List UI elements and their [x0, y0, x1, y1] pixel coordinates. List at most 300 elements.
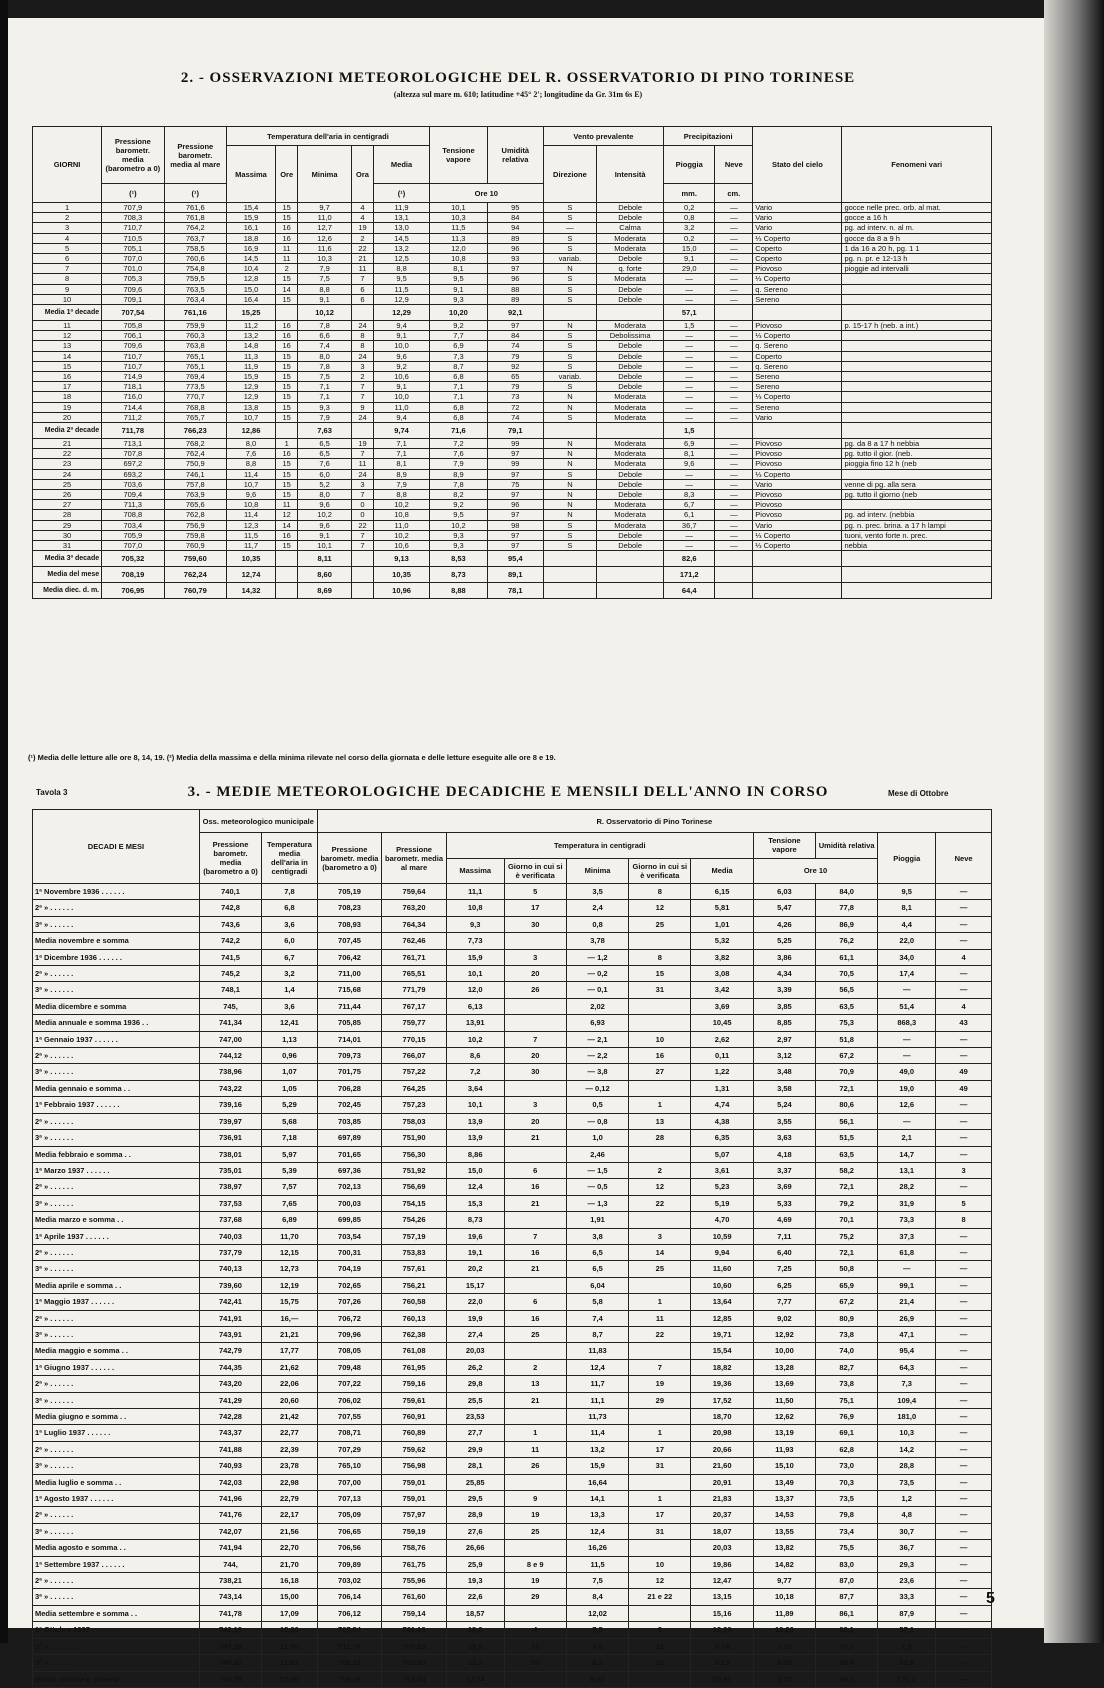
section2-footnote: (¹) Media delle letture alle ore 8, 14, 19. (²) Media della massima e della minima rilevate nel corso della giornata e delle letture eseguite alle ore 8 e 19. — [28, 753, 556, 762]
table-cell — [715, 551, 753, 567]
table-cell: N — [543, 402, 597, 412]
table-cell: 12,3 — [446, 1655, 504, 1671]
table-cell: 70,9 — [816, 1064, 878, 1080]
table-cell: 51,8 — [816, 1031, 878, 1047]
table-cell: 7,73 — [446, 933, 504, 949]
table-cell: — — [664, 530, 715, 540]
table-cell: 11,50 — [753, 1392, 815, 1408]
table-cell: 697,36 — [317, 1162, 382, 1178]
table-cell — [504, 1605, 566, 1621]
table-cell: 0,8 — [664, 213, 715, 223]
table-cell: 16 — [33, 372, 102, 382]
table-cell: 709,4 — [102, 490, 164, 500]
table-cell: 6,15 — [691, 884, 753, 900]
table-row — [33, 1392, 992, 1408]
table-row — [33, 1376, 992, 1392]
table-cell: 92,1 — [487, 305, 543, 321]
table-cell: 78,1 — [487, 583, 543, 599]
table-cell: 741,91 — [199, 1310, 261, 1326]
table-cell: — — [715, 223, 753, 233]
table-cell: — — [664, 382, 715, 392]
table-cell: 14,32 — [227, 583, 276, 599]
table-cell: 12,6 — [298, 233, 352, 243]
table-cell: — — [936, 1130, 992, 1146]
table-cell: 745, — [199, 998, 261, 1014]
table-cell: 6,6 — [298, 331, 352, 341]
table-cell: 3ª » . . . . . . — [33, 1261, 200, 1277]
table-cell: 72 — [487, 402, 543, 412]
table-cell: 9,3 — [446, 916, 504, 932]
table-cell: 10,2 — [374, 530, 430, 540]
table-cell: — — [715, 520, 753, 530]
table-cell: 13 — [629, 1113, 691, 1129]
table-cell: 756,30 — [382, 1146, 447, 1162]
table-cell: 706,95 — [102, 583, 164, 599]
table-cell — [504, 933, 566, 949]
table-cell: 3,86 — [753, 949, 815, 965]
table-cell: — — [936, 1097, 992, 1113]
table-cell: 9,13 — [374, 551, 430, 567]
table-cell: — 1,5 — [566, 1162, 628, 1178]
table-cell: — — [936, 1425, 992, 1441]
table-cell: — — [936, 1228, 992, 1244]
table-cell: 708,93 — [317, 916, 382, 932]
table-cell: 760,13 — [382, 1310, 447, 1326]
table-cell: 12 — [629, 900, 691, 916]
table-cell: 16,— — [262, 1310, 318, 1326]
table-row — [33, 223, 992, 233]
table-cell: 21 — [33, 439, 102, 449]
table-cell: 3,2 — [664, 223, 715, 233]
table-cell: 15,9 — [227, 213, 276, 223]
table-cell: 6,5 — [298, 449, 352, 459]
table-cell — [629, 1671, 691, 1687]
table-cell: 22,17 — [262, 1507, 318, 1523]
table-cell: 19,71 — [691, 1326, 753, 1342]
table-cell — [504, 1671, 566, 1687]
table-cell: Debole — [597, 530, 664, 540]
table-cell: 22 — [629, 1195, 691, 1211]
table-cell: — — [664, 294, 715, 304]
table-row — [33, 254, 992, 264]
table-cell: 3ª » . . . . . . — [33, 1130, 200, 1146]
table-row — [33, 469, 992, 479]
table-cell: 711,78 — [317, 1638, 382, 1654]
table-row — [33, 966, 992, 982]
table-cell: 8 — [351, 331, 373, 341]
col-umidita: Umidità relativa — [487, 127, 543, 184]
table-cell: 761,95 — [382, 1359, 447, 1375]
table-cell: 10,1 — [429, 203, 487, 213]
table-cell: Piovoso — [753, 510, 842, 520]
table-row — [33, 351, 992, 361]
table-cell: 6 — [351, 294, 373, 304]
table-cell: 12,92 — [753, 1326, 815, 1342]
note-3: (¹) — [374, 184, 430, 203]
table-cell: 15 — [629, 966, 691, 982]
table-cell: 5,68 — [262, 1113, 318, 1129]
table-cell: 759,16 — [382, 1376, 447, 1392]
table-cell: — — [715, 321, 753, 331]
table-cell: 10,12 — [298, 305, 352, 321]
table-cell: 15,54 — [691, 1343, 753, 1359]
table-cell: 760,89 — [382, 1425, 447, 1441]
table-cell: 22 — [33, 449, 102, 459]
table-cell: 11,2 — [227, 321, 276, 331]
table-cell: 15,4 — [227, 203, 276, 213]
table-cell: 9,4 — [374, 321, 430, 331]
col-neve: Neve — [715, 146, 753, 184]
table-cell: S — [543, 382, 597, 392]
table-row — [33, 479, 992, 489]
table-row — [33, 331, 992, 341]
table-cell: 1 — [276, 439, 298, 449]
table-cell: 11,90 — [262, 1638, 318, 1654]
table-cell: 19,3 — [446, 1573, 504, 1589]
table-row — [33, 982, 992, 998]
table-cell: 15,0 — [664, 243, 715, 253]
table-cell: Sereno — [753, 402, 842, 412]
table-cell: 171,2 — [664, 567, 715, 583]
table-cell: 744,35 — [199, 1359, 261, 1375]
table-row — [33, 916, 992, 932]
table-cell: 757,19 — [382, 1228, 447, 1244]
table-cell: 8,73 — [446, 1212, 504, 1228]
table-cell: 93 — [487, 254, 543, 264]
table-cell: 8,4 — [566, 1589, 628, 1605]
table-cell — [543, 305, 597, 321]
table-row — [33, 1195, 992, 1211]
table-cell: 16,64 — [566, 1474, 628, 1490]
table-cell: — — [715, 243, 753, 253]
table-cell: 11,93 — [753, 1441, 815, 1457]
table-cell: 5,2 — [566, 1655, 628, 1671]
table-cell: 3,2 — [262, 966, 318, 982]
table-cell: — — [936, 1523, 992, 1539]
summary-row — [33, 567, 992, 583]
table-cell: 763,20 — [382, 900, 447, 916]
table-cell: 762,24 — [164, 567, 226, 583]
table-cell: 36,7 — [878, 1540, 936, 1556]
table-cell: 739,97 — [199, 1113, 261, 1129]
table-cell: 14 — [276, 284, 298, 294]
table-cell: 1,91 — [566, 1212, 628, 1228]
table-cell: 12,41 — [262, 1015, 318, 1031]
table-cell: 7,6 — [298, 459, 352, 469]
table-cell: 1,22 — [691, 1064, 753, 1080]
table-cell: q. forte — [597, 264, 664, 274]
table-cell: 69,1 — [816, 1425, 878, 1441]
table-cell: 0,2 — [664, 203, 715, 213]
table-cell: 3,37 — [753, 1162, 815, 1178]
table-cell: 8,3 — [664, 490, 715, 500]
table-cell: 11,60 — [691, 1261, 753, 1277]
table-cell: 28,8 — [878, 1458, 936, 1474]
table-cell: 3,63 — [753, 1130, 815, 1146]
table-cell: 713,1 — [102, 439, 164, 449]
table-cell: — — [715, 351, 753, 361]
table-cell: 16 — [276, 233, 298, 243]
table-cell — [842, 392, 992, 402]
table-cell: 7,65 — [262, 1195, 318, 1211]
table-cell: 759,60 — [382, 1655, 447, 1671]
table-cell: 10,1 — [298, 541, 352, 551]
table-row — [33, 449, 992, 459]
table-cell: Media gennaio e somma . . — [33, 1080, 200, 1096]
table-cell: — — [936, 1146, 992, 1162]
table-cell: 58,2 — [816, 1162, 878, 1178]
table-cell: 700,03 — [317, 1195, 382, 1211]
table-cell: 16,4 — [227, 294, 276, 304]
table-cell: N — [543, 500, 597, 510]
table-row — [33, 1294, 992, 1310]
table-cell: 10,35 — [227, 551, 276, 567]
table-cell: 0 — [351, 500, 373, 510]
table-cell: 72,1 — [816, 1080, 878, 1096]
table-row — [33, 361, 992, 371]
table-cell: 21,62 — [262, 1359, 318, 1375]
table-cell: 14,5 — [374, 233, 430, 243]
table-cell: 21,83 — [691, 1491, 753, 1507]
table-cell: 7,63 — [298, 423, 352, 439]
table-cell: 30 — [33, 530, 102, 540]
table-cell: 8,0 — [298, 351, 352, 361]
table-cell: 709,1 — [102, 294, 164, 304]
table-cell: — — [715, 530, 753, 540]
table-cell: 742,07 — [199, 1523, 261, 1539]
table-cell: 29,5 — [446, 1491, 504, 1507]
table-cell: — — [878, 1048, 936, 1064]
table-cell: 8,9 — [429, 469, 487, 479]
table-cell: 50,8 — [816, 1261, 878, 1277]
table-cell: — — [936, 1556, 992, 1572]
table-cell: 6 — [33, 254, 102, 264]
table-cell: 21,42 — [262, 1409, 318, 1425]
table-cell: 10,2 — [298, 510, 352, 520]
table-cell: 12,9 — [227, 392, 276, 402]
table-cell — [597, 305, 664, 321]
table-cell: — — [715, 469, 753, 479]
table-cell: 5,23 — [691, 1179, 753, 1195]
table-cell: 19 — [33, 402, 102, 412]
table-cell: 711,44 — [317, 998, 382, 1014]
table-row — [33, 1458, 992, 1474]
table-cell: 25 — [504, 1326, 566, 1342]
table-cell: 716,0 — [102, 392, 164, 402]
table-cell: variab. — [543, 372, 597, 382]
table-cell: 755,96 — [382, 1573, 447, 1589]
table-cell: — — [715, 402, 753, 412]
table-cell: 97 — [487, 510, 543, 520]
table-cell: 17 — [33, 382, 102, 392]
table-cell: 11,1 — [566, 1392, 628, 1408]
table-cell: 19 — [351, 223, 373, 233]
table-cell: 6,9 — [429, 341, 487, 351]
table-cell: 97 — [487, 449, 543, 459]
table-cell: 868,3 — [878, 1015, 936, 1031]
table-cell: 761,60 — [382, 1589, 447, 1605]
table-cell: 8 — [33, 274, 102, 284]
col-giorni: GIORNI — [33, 127, 102, 203]
table-cell: 19 — [504, 1507, 566, 1523]
col-press-media: Pressione barometr. media (barometro a 0) — [102, 127, 164, 184]
table-cell: Media 2ª decade — [33, 423, 102, 439]
table-cell: 13,2 — [374, 243, 430, 253]
table-cell: 79 — [487, 351, 543, 361]
ore10-label: Ore 10 — [429, 184, 543, 203]
table-cell: 756,98 — [382, 1458, 447, 1474]
table-cell: pg. ad interv. n. al m. — [842, 223, 992, 233]
table-cell: 12,8 — [227, 274, 276, 284]
table-cell: 3,69 — [691, 998, 753, 1014]
table-cell: 9,02 — [753, 1310, 815, 1326]
table-cell — [629, 1474, 691, 1490]
table-cell: 1 — [504, 1425, 566, 1441]
table-cell: 4,18 — [753, 1146, 815, 1162]
table-cell: 764,25 — [382, 1080, 447, 1096]
table-cell: 6,8 — [429, 372, 487, 382]
table-cell: 89 — [487, 294, 543, 304]
table-cell: 5 — [33, 243, 102, 253]
table-cell: 21,60 — [691, 1458, 753, 1474]
table-cell: 3ª » . . . . . . — [33, 982, 200, 998]
table-cell: 706,42 — [317, 949, 382, 965]
table-cell: — — [715, 331, 753, 341]
table-cell: 21 — [504, 1195, 566, 1211]
table-cell: 708,05 — [317, 1343, 382, 1359]
table-cell: q. Sereno — [753, 284, 842, 294]
table-cell: — — [936, 1244, 992, 1260]
table-cell: 10,2 — [446, 1031, 504, 1047]
table-cell: N — [543, 449, 597, 459]
table-cell — [597, 551, 664, 567]
table-cell: 0,5 — [566, 1097, 628, 1113]
table-row — [33, 233, 992, 243]
table-cell: 705,09 — [317, 1507, 382, 1523]
table-cell: Piovoso — [753, 439, 842, 449]
table-row — [33, 1425, 992, 1441]
table-cell: 707,0 — [102, 254, 164, 264]
table-cell: 14 — [629, 1244, 691, 1260]
table-cell: 11,0 — [374, 402, 430, 412]
table-cell: 13,28 — [753, 1359, 815, 1375]
table-cell: 95 — [487, 203, 543, 213]
table-cell: 14,1 — [566, 1491, 628, 1507]
table-cell: 1ª Giugno 1937 . . . . . . — [33, 1359, 200, 1375]
table-cell: 9,94 — [691, 1244, 753, 1260]
table-cell: 15,0 — [446, 1162, 504, 1178]
table-cell: 761,16 — [164, 305, 226, 321]
table-cell: 22,77 — [262, 1425, 318, 1441]
table-cell: 2ª » . . . . . . — [33, 1638, 200, 1654]
table-cell: 705,1 — [102, 243, 164, 253]
table-cell: 742,2 — [199, 933, 261, 949]
table-cell: 6,5 — [566, 1244, 628, 1260]
table-cell: 769,4 — [164, 372, 226, 382]
table-cell: — — [715, 510, 753, 520]
table-cell — [842, 423, 992, 439]
table-cell: 743,30 — [199, 1638, 261, 1654]
table-cell: 2ª » . . . . . . — [33, 1244, 200, 1260]
table-cell: 11,4 — [227, 510, 276, 520]
table-cell — [753, 567, 842, 583]
table-cell: — — [715, 382, 753, 392]
table-cell: 707,54 — [102, 305, 164, 321]
table-cell: 31 — [629, 1458, 691, 1474]
table-cell: 79,1 — [816, 1638, 878, 1654]
table-cell: 47,1 — [878, 1326, 936, 1342]
table-cell: 10,6 — [374, 541, 430, 551]
table-cell: 24 — [351, 351, 373, 361]
table-cell: 7 — [351, 382, 373, 392]
table-cell: nebbia — [842, 541, 992, 551]
table-cell: 701,65 — [317, 1146, 382, 1162]
table-cell — [504, 1277, 566, 1293]
table-cell: — — [936, 933, 992, 949]
table-cell: 79,1 — [487, 423, 543, 439]
table-cell: 11,7 — [566, 1376, 628, 1392]
table-cell: 5,33 — [753, 1195, 815, 1211]
table-cell: ⅓ Coperto — [753, 469, 842, 479]
table-cell: — — [715, 541, 753, 551]
col-temp-group: Temperatura in centigradi — [446, 833, 753, 859]
table-row — [33, 284, 992, 294]
table-cell: 6 — [504, 1294, 566, 1310]
col-pioggia: Pioggia — [664, 146, 715, 184]
table-cell: 1ª Settembre 1937 . . . . . . — [33, 1556, 200, 1572]
table-cell: 761,71 — [382, 949, 447, 965]
table-cell: — — [936, 1031, 992, 1047]
table-cell: 14,7 — [878, 1146, 936, 1162]
table-cell: Media febbraio e somma . . — [33, 1146, 200, 1162]
table-cell: 19,86 — [691, 1556, 753, 1572]
table-cell: 11,73 — [566, 1409, 628, 1425]
table-cell: Media ottobre e somma . . — [33, 1671, 200, 1687]
table-cell: — — [936, 1605, 992, 1621]
table-cell: 3,12 — [753, 1048, 815, 1064]
table-cell: 18 — [33, 392, 102, 402]
table-cell: S — [543, 274, 597, 284]
table-cell: 2 — [276, 264, 298, 274]
table-cell: 8 — [629, 949, 691, 965]
table-row — [33, 321, 992, 331]
table-cell: 3 — [33, 223, 102, 233]
table-cell: 11,6 — [298, 243, 352, 253]
table-cell: q. Sereno — [753, 361, 842, 371]
table-cell: 750,9 — [164, 459, 226, 469]
table-cell: — — [936, 1540, 992, 1556]
table-cell: 97 — [487, 469, 543, 479]
table-cell: 14,2 — [878, 1441, 936, 1457]
table-cell: — 3,8 — [566, 1064, 628, 1080]
table-cell: 707,0 — [102, 541, 164, 551]
table-cell: 96 — [487, 243, 543, 253]
table-cell: 707,29 — [317, 1441, 382, 1457]
table-cell: 84,0 — [816, 884, 878, 900]
table-cell: 9 — [504, 1491, 566, 1507]
table-cell: Media 3ª decade — [33, 551, 102, 567]
table-cell: 756,69 — [382, 1179, 447, 1195]
table-cell: 760,79 — [164, 583, 226, 599]
table-cell: 5 — [936, 1195, 992, 1211]
table-cell: 10,1 — [446, 1097, 504, 1113]
table-cell: 25,5 — [446, 1392, 504, 1408]
table-cell: 739,16 — [199, 1097, 261, 1113]
table-cell: 7,77 — [753, 1294, 815, 1310]
table-cell: Debole — [597, 490, 664, 500]
table-cell: — 2,1 — [566, 1031, 628, 1047]
table-cell — [842, 469, 992, 479]
